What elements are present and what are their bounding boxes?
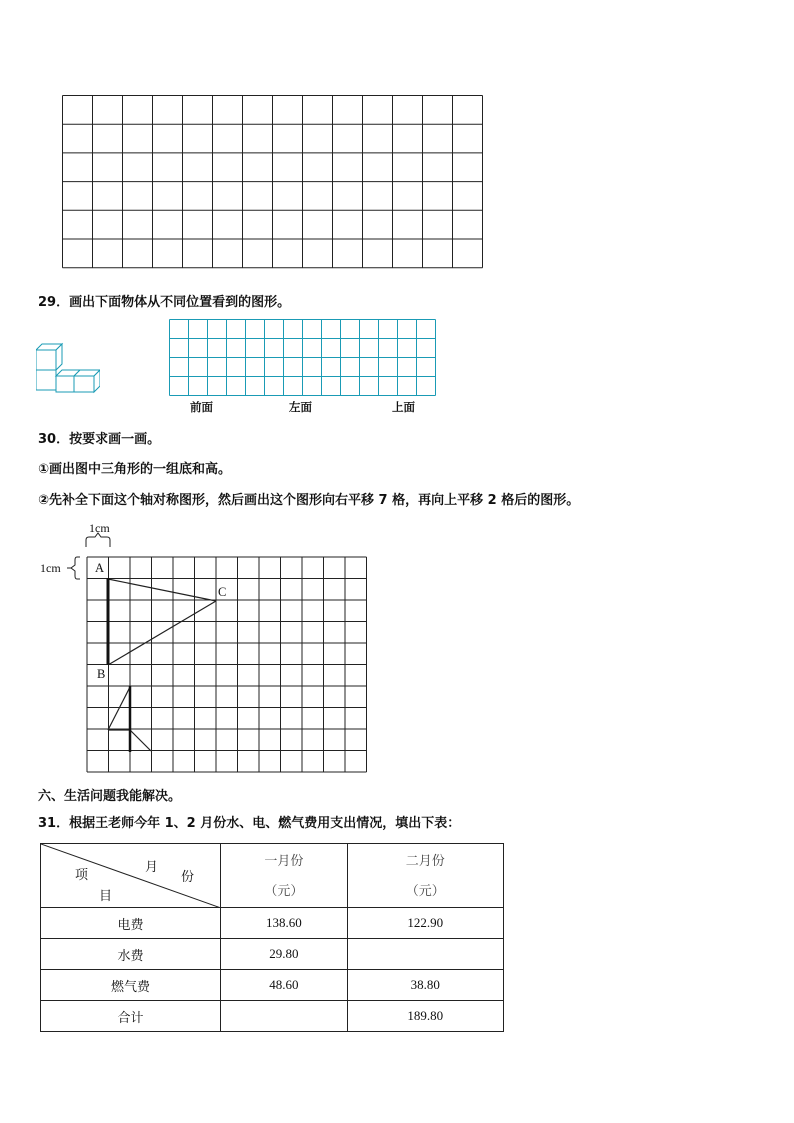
view-label-left: 左面 [289, 400, 312, 414]
table-row [41, 908, 504, 939]
row-feb-value: 189.80 [347, 1001, 503, 1032]
question-30-part-1: ①画出图中三角形的一组底和高。 [38, 462, 232, 477]
header-xiang: 项 [75, 867, 89, 882]
diagonal-header-cell [41, 844, 221, 908]
header-feb-unit: （元） [405, 882, 445, 898]
row-jan-value: 48.60 [221, 970, 348, 1001]
header-fen: 份 [181, 869, 195, 884]
unit-bracket-left [71, 557, 80, 579]
row-jan-value: 138.60 [221, 908, 348, 939]
row-item: 水费 [41, 939, 221, 970]
row-item: 合计 [41, 1001, 221, 1032]
view-label-front: 前面 [190, 400, 213, 414]
point-label-a: A [95, 561, 105, 575]
header-jan [221, 844, 348, 908]
question-30: 30．按要求画一画。 [38, 432, 161, 447]
question-30-part-2: ②先补全下面这个轴对称图形，然后画出这个图形向右平移 7 格，再向上平移 2 格后的图形。 [38, 493, 580, 508]
row-feb-value: 38.80 [347, 970, 503, 1001]
header-mu: 目 [99, 888, 113, 903]
table-header-row [41, 844, 504, 908]
point-label-b: B [97, 667, 106, 681]
table-row [41, 970, 504, 1001]
row-item: 燃气费 [41, 970, 221, 1001]
point-label-c: C [218, 585, 227, 599]
unit-bracket-top [86, 533, 110, 547]
row-feb-value: 122.90 [347, 908, 503, 939]
section-6-title: 六、生活问题我能解决。 [38, 789, 182, 804]
expense-table [40, 843, 504, 1032]
view-label-top: 上面 [392, 400, 415, 414]
question-29: 29．画出下面物体从不同位置看到的图形。 [38, 295, 291, 310]
header-feb [347, 844, 503, 908]
header-month: 月 [145, 859, 159, 874]
question-31: 31．根据王老师今年 1、2 月份水、电、燃气费用支出情况，填出下表： [38, 816, 461, 831]
header-jan-unit: （元） [264, 882, 304, 898]
row-feb-value[interactable] [347, 939, 503, 970]
row-jan-value: 29.80 [221, 939, 348, 970]
header-feb-label: 二月份 [405, 852, 445, 868]
unit-label-left: 1cm [40, 561, 61, 575]
row-item: 电费 [41, 908, 221, 939]
table-row [41, 1001, 504, 1032]
row-jan-value[interactable] [221, 1001, 348, 1032]
unit-label-top: 1cm [89, 521, 110, 535]
table-row [41, 939, 504, 970]
header-jan-label: 一月份 [264, 852, 304, 868]
